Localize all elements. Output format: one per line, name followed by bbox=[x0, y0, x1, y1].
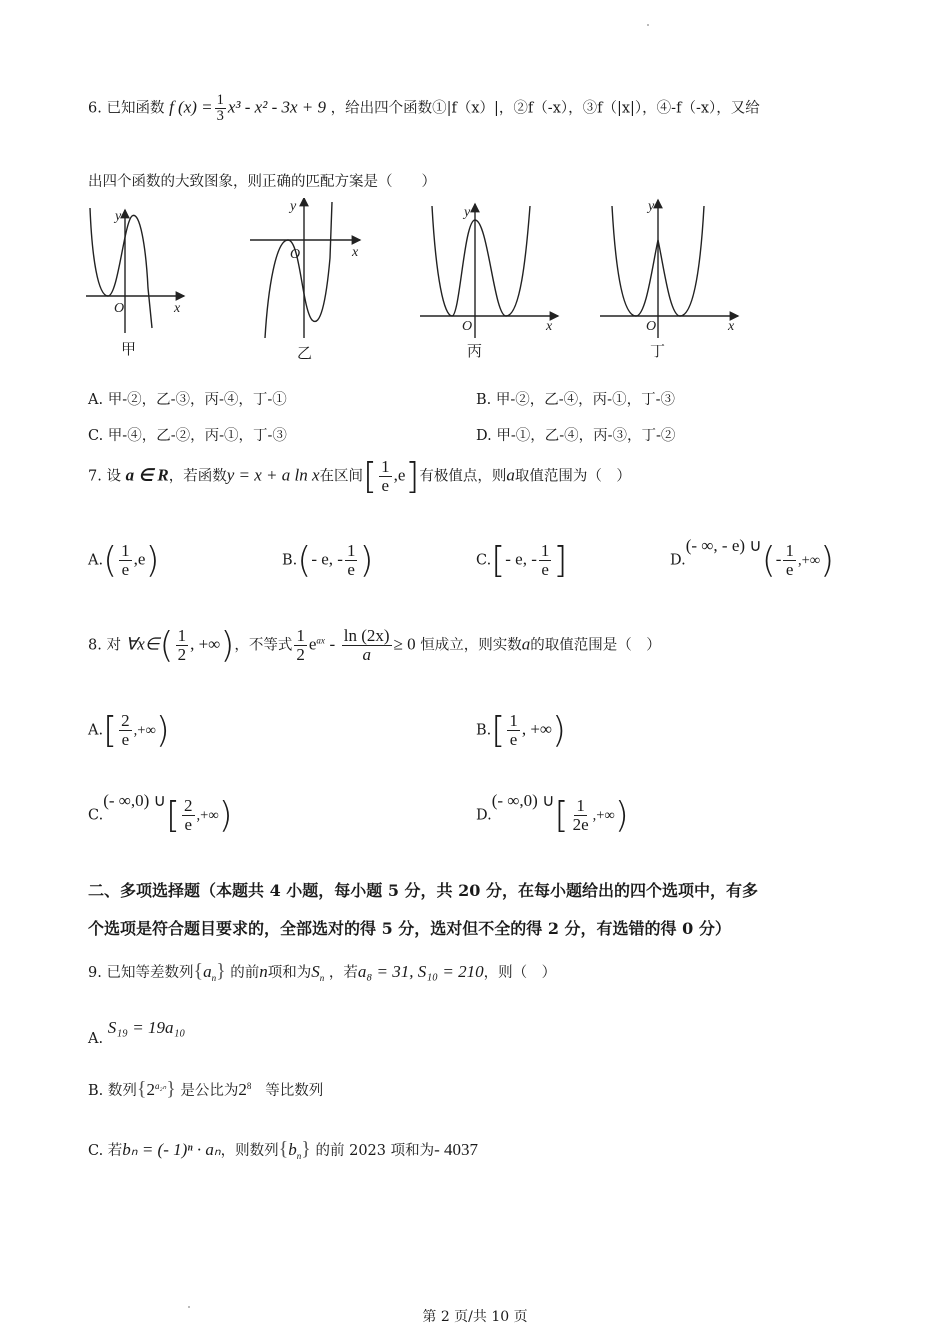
axis-x-label: x bbox=[174, 301, 181, 316]
section2-heading-line1: 二、多项选择题（本题共 4 小题，每小题 5 分，共 20 分，在每小题给出的四个选项中，有多 bbox=[88, 881, 758, 900]
q6-option-b[interactable]: B. 甲-②，乙-④，丙-①，丁-③ bbox=[476, 392, 675, 408]
q8-stem: 8. 对 ∀x∈( $\frac{1}{2}$ , +∞)，不等式 $\frac{1}{2}$ $e^{ax}$ - $\frac{\ln (2x)}{a}$ ≥ 0 恒成立，则实数a的取值范围是（ ） bbox=[88, 625, 661, 666]
q7-a-in-r: a ∈ R bbox=[125, 465, 169, 485]
q9-condition: a₈ = 31, S₁₀ = 210 bbox=[357, 962, 484, 981]
q6-graphs bbox=[80, 198, 760, 360]
q6-fx: f (x) = bbox=[169, 97, 213, 117]
q7-option-d[interactable]: D.(- ∞, - e) ∪(- $\frac{1}{e}$ ,+∞) bbox=[670, 535, 835, 581]
q7-option-c[interactable]: C.[- e, - $\frac{1}{e}$ ] bbox=[476, 540, 568, 581]
q6-option-a[interactable]: A. 甲-②，乙-③，丙-④，丁-① bbox=[88, 392, 287, 408]
axis-y-label: y bbox=[290, 199, 297, 214]
q8-option-b[interactable]: B.[ $\frac{1}{e}$ , +∞) bbox=[476, 710, 567, 751]
q6-lead: 已知函数 bbox=[106, 100, 165, 117]
q8-option-c[interactable]: C.(- ∞,0) ∪[ $\frac{2}{e}$ ,+∞) bbox=[88, 790, 233, 836]
q8-option-a[interactable]: A.[ $\frac{2}{e}$ ,+∞) bbox=[88, 710, 170, 751]
origin-label: O bbox=[646, 319, 657, 334]
graph-label-bing: 丙 bbox=[467, 342, 483, 360]
q7-stem: 7. 设 a ∈ R，若函数y = x + a ln x在区间[ $\frac{1}{e}$ ,e]有极值点，则a取值范围为（ ） bbox=[88, 456, 631, 497]
q6-line1 bbox=[88, 93, 760, 124]
q6-frac: $\frac{1}{3}$ bbox=[216, 92, 224, 125]
q7-option-a[interactable]: A.( $\frac{1}{e}$ ,e) bbox=[88, 540, 160, 581]
axis-y-label: y bbox=[464, 205, 471, 220]
axis-y-label: y bbox=[115, 209, 122, 224]
q6-poly: x³ - x² - 3x + 9 bbox=[227, 97, 326, 117]
graph-yi bbox=[250, 198, 360, 338]
axis-x-label: x bbox=[546, 319, 553, 334]
q9-option-a[interactable]: A. S₁₉ = 19a₁₀ bbox=[88, 1018, 186, 1047]
graph-jia bbox=[86, 208, 184, 333]
q6-tail: ，给出四个函数①|f（x）|，②f（-x），③f（|x|），④-f（-x），又给 bbox=[330, 100, 760, 117]
axis-x-label: x bbox=[728, 319, 735, 334]
q8-option-d[interactable]: D.(- ∞,0) ∪[ $\frac{1}{2e}$ ,+∞) bbox=[476, 790, 629, 836]
graph-label-ding: 丁 bbox=[650, 342, 666, 360]
q7-func: y = x + a ln x bbox=[226, 465, 320, 485]
q6-number: 6. bbox=[88, 100, 102, 117]
q7-option-b[interactable]: B.(- e, - $\frac{1}{e}$ ) bbox=[282, 540, 374, 581]
page-footer: 第 2 页/共 10 页 bbox=[422, 1309, 528, 1325]
origin-label: O bbox=[462, 319, 473, 334]
origin-label: O bbox=[114, 301, 125, 316]
graph-label-yi: 乙 bbox=[297, 344, 313, 362]
q8-forall: ∀x∈ bbox=[125, 634, 160, 654]
graph-bing bbox=[420, 204, 558, 338]
axis-y-label: y bbox=[648, 199, 655, 214]
q6-option-d[interactable]: D. 甲-①，乙-④，丙-③，丁-② bbox=[476, 428, 676, 444]
q9-option-c[interactable]: C. 若bₙ = (- 1)ⁿ · aₙ，则数列$\{b_n\}$ 的前 2023 项和为- 4037 bbox=[88, 1138, 479, 1161]
graph-label-jia: 甲 bbox=[121, 340, 137, 358]
section2-heading-line2: 个选项是符合题目要求的，全部选对的得 5 分，选对但不全的得 2 分，有选错的得 0 分） bbox=[88, 919, 731, 938]
q9-option-b[interactable]: B. 数列$\{2^{a_{2n}}\}$ 是公比为$2^8$ 等比数列 bbox=[88, 1078, 324, 1100]
graph-ding bbox=[600, 200, 738, 338]
axis-x-label: x bbox=[352, 245, 359, 260]
origin-label: O bbox=[290, 247, 301, 262]
q9-stem: 9. 已知等差数列$\{a_n\}$ 的前n项和为$S_n$ ，若a₈ = 31, S₁₀ = 210，则（ ） bbox=[88, 960, 557, 983]
q6-line2: 出四个函数的大致图象，则正确的匹配方案是（ ） bbox=[88, 174, 436, 190]
q6-option-c[interactable]: C. 甲-④，乙-②，丙-①，丁-③ bbox=[88, 428, 287, 444]
